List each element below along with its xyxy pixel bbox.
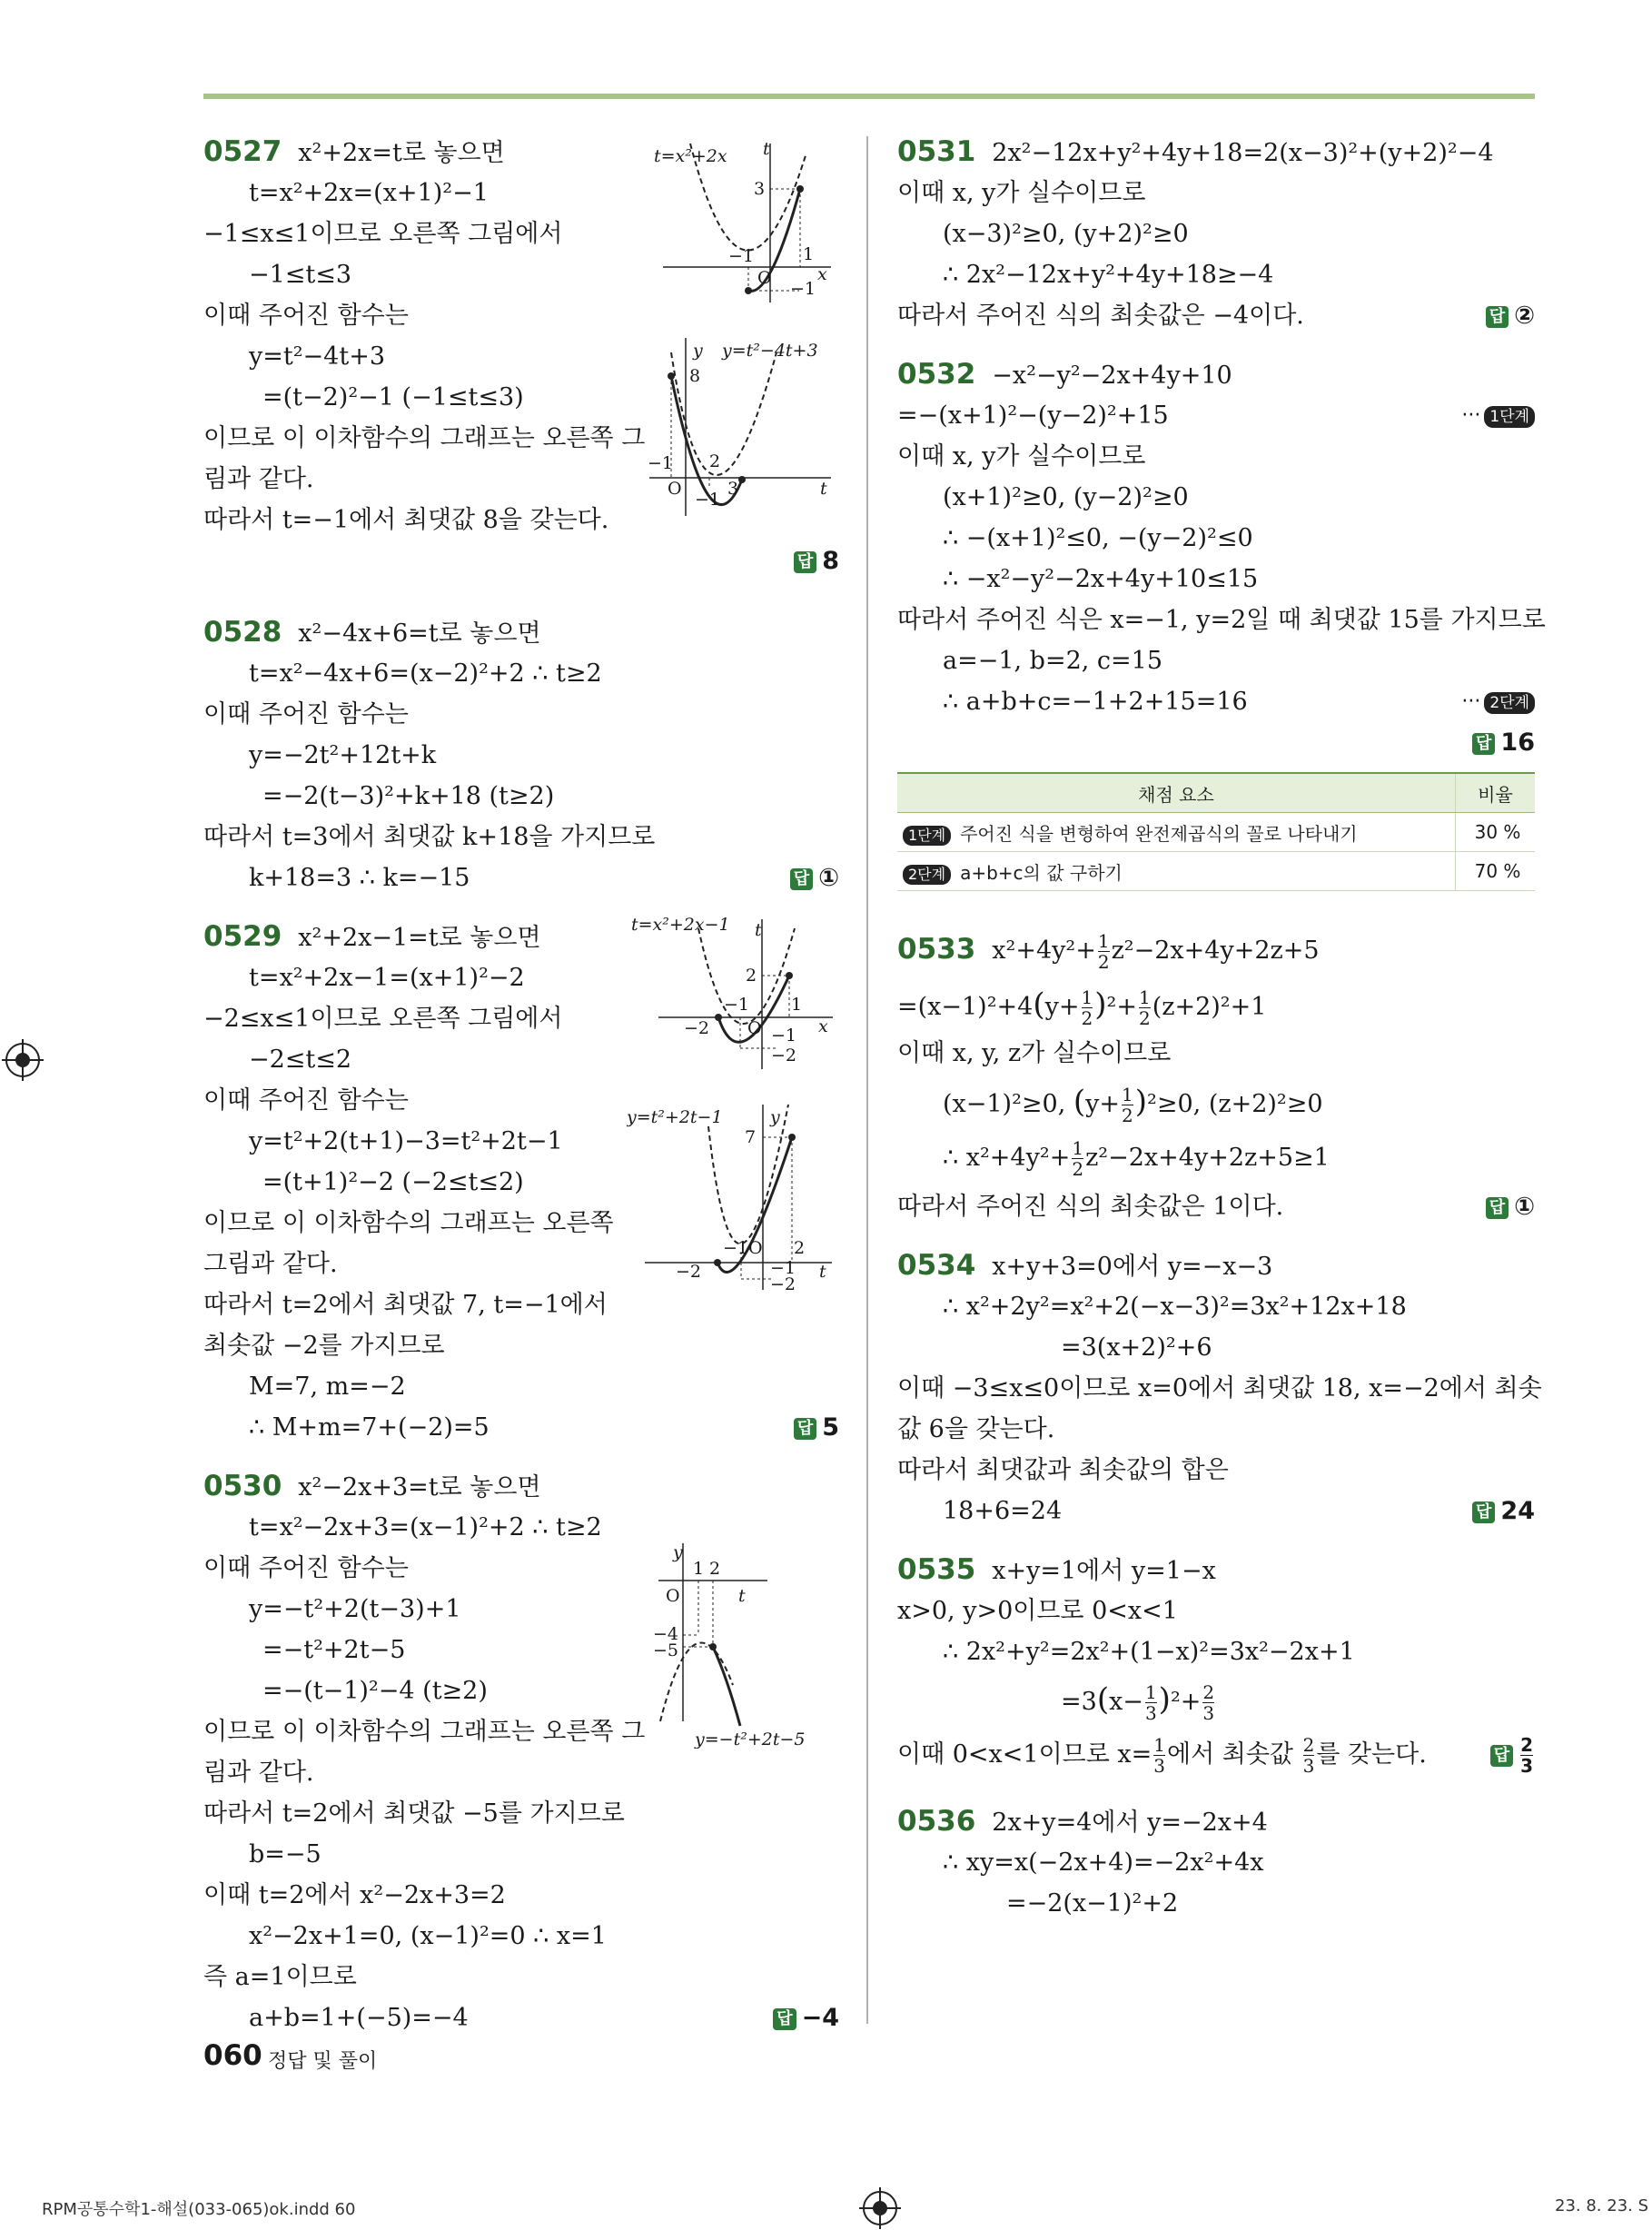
svg-text:t=x²+2x−1: t=x²+2x−1 [631,915,730,935]
svg-text:t: t [738,1586,746,1606]
svg-text:1: 1 [803,244,815,264]
column-divider [866,136,868,2024]
svg-text:−1: −1 [648,453,674,473]
problem-number: 0527 [203,135,282,168]
problem-0529: 0529 x²+2x−1=t로 놓으면 t=x²+2x−1=(x+1)²−2 −2≤x≤1이므로 오른쪽 그림에서 −2≤t≤2 이때 주어진 함수는 y=t²+2(t+1)−3=t²+2t−1 =(t+1)²−2 (−2≤t≤2) 이므로 이 이차함수의 그래프는 오른쪽 그림과 같다. 따라서 t=2에서 최댓값 7, t=−1에서 최솟값 −2를 가지므로 M=7, m=−2 ∴ M+m=7+(−2)=5 답 5 [203,917,839,1448]
step-1-tag: ··· 1단계 [1461,395,1535,436]
problem-number: 0531 [897,135,976,168]
svg-text:−5: −5 [653,1640,679,1660]
svg-text:−2: −2 [684,1018,710,1038]
svg-text:−1: −1 [790,279,816,299]
svg-text:y=t²−4t+3: y=t²−4t+3 [722,341,818,361]
svg-text:t: t [763,139,770,159]
svg-text:−2: −2 [771,1046,797,1065]
answer: 답 −4 [773,1997,839,2038]
svg-text:O: O [666,1586,680,1606]
graph-0527-y-t [640,334,836,525]
svg-text:t=x²+2x: t=x²+2x [654,146,727,166]
problem-number: 0528 [203,616,282,649]
svg-text:−2: −2 [676,1262,702,1282]
registration-mark-icon [863,2191,897,2225]
svg-text:1: 1 [791,995,803,1015]
answer: 답 ① [790,857,839,898]
svg-text:1: 1 [693,1559,705,1579]
graph-0530-y-t [640,1540,836,1749]
problem-0530: 0530 x²−2x+3=t로 놓으면 t=x²−2x+3=(x−1)²+2 ∴ t≥2 이때 주어진 함수는 y=−t²+2(t−3)+1 =−t²+2t−5 =−(t−1)²−4 (t≥2) 이므로 이 이차함수의 그래프는 오른쪽 그 림과 같다. 따라서 t=2에서 최댓값 −5를 가지므로 b=−5 이때 t=2에서 x²−2x+3=2 x²−2x+1=0, (x−1)²=0 ∴ x=1 즉 a=1이므로 a+b=1+(−5)=−4 답 −4 [203,1466,839,2038]
svg-text:t: t [755,920,762,940]
svg-text:t: t [819,1262,826,1282]
svg-text:−2: −2 [770,1274,796,1294]
svg-text:−1: −1 [728,246,755,266]
svg-text:−1: −1 [770,1258,796,1278]
svg-text:t: t [820,479,827,499]
svg-text:x: x [817,264,827,284]
svg-text:O: O [757,268,772,288]
answer: 답 5 [794,1407,839,1448]
svg-text:−1: −1 [723,1238,749,1258]
svg-text:y: y [770,1107,780,1127]
svg-text:8: 8 [689,366,701,386]
graph-0529-t-x [631,910,836,1074]
answer: 답 ① [1486,1186,1535,1227]
problem-number: 0536 [897,1805,976,1838]
problem-number: 0530 [203,1470,282,1502]
top-rule [203,94,1535,99]
problem-number: 0533 [897,933,976,966]
svg-text:−1: −1 [724,995,750,1015]
graph-0527-t-x [654,134,836,307]
registration-mark-icon [5,1043,40,1077]
graph-0529-y-t [627,1099,836,1294]
date-slug: 23. 8. 23. S [1555,2196,1649,2215]
problem-number: 0529 [203,920,282,953]
answer: 답 8 [794,540,839,581]
svg-text:y=−t²+2t−5: y=−t²+2t−5 [695,1729,806,1749]
svg-text:2: 2 [709,1559,721,1579]
step-2-tag: ··· 2단계 [1461,681,1535,722]
answer: 답 16 [1472,722,1535,763]
file-slug: RPM공통수학1-해설(033-065)ok.indd 60 [42,2200,356,2219]
svg-text:O: O [748,1238,763,1258]
problem-0535: 0535 x+y=1에서 y=1−x x>0, y>0이므로 0<x<1 ∴ 2x²+y²=2x²+(1−x)²=3x²−2x+1 =3(x− $\frac{1}{3}$ )²+ $\frac{2}{3}$ 이때 0<x<1이므로 x= $\frac{1}{3}$ 에서 최솟값 $\frac{2}{3}$ 를 갖는다. 답 $\frac{2}{3}$ [897,1550,1535,1783]
svg-text:3: 3 [754,179,766,199]
svg-text:O: O [747,1018,762,1038]
svg-text:−4: −4 [653,1624,679,1644]
answer: 답 ② [1486,295,1535,336]
problem-0531: 0531 2x²−12x+y²+4y+18=2(x−3)²+(y+2)²−4 이때 x, y가 실수이므로 (x−3)²≥0, (y+2)²≥0 ∴ 2x²−12x+y²+4y+18≥−4 따라서 주어진 식의 최솟값은 −4이다. 답 ② [897,132,1535,336]
svg-text:3: 3 [727,479,739,499]
problem-0533: 0533 x²+4y²+ $\frac{1}{2}$ z²−2x+4y+2z+5 =(x−1)²+4(y+ $\frac{1}{2}$ )²+ $\frac{1}{2}$ (z+2)²+1 이때 x, y, z가 실수이므로 (x−1)²≥0, (y+ $\frac{1}{2}$ )²≥0, (z+2)²≥0 ∴ x²+4y²+ $\frac{1}{2}$ z²−2x+4y+2z+5≥1 따라서 주어진 식의 최솟값은 1이다. 답 ① [897,922,1535,1227]
problem-number: 0532 [897,358,976,391]
problem-0532: 0532 −x²−y²−2x+4y+10 =−(x+1)²−(y−2)²+15 ··· 1단계 이때 x, y가 실수이므로 (x+1)²≥0, (y−2)²≥0 ∴ −(x+1)²≤0, −(y−2)²≤0 ∴ −x²−y²−2x+4y+10≤15 따라서 주어진 식은 x=−1, y=2일 때 최댓값 15를 가지므로 a=−1, b=2, c=15 ∴ a+b+c=−1+2+15=16 ··· 2단계 답 16 [897,354,1535,763]
svg-text:y: y [693,341,703,361]
problem-0528: 0528 x²−4x+6=t로 놓으면 t=x²−4x+6=(x−2)²+2 ∴ t≥2 이때 주어진 함수는 y=−2t²+12t+k =−2(t−3)²+k+18 (t≥2) 따라서 t=3에서 최댓값 k+18을 가지므로 k+18=3 ∴ k=−15 답 ① [203,612,839,898]
svg-text:y: y [673,1542,683,1562]
svg-text:2: 2 [709,451,721,471]
problem-0527: 0527 x²+2x=t로 놓으면 t=x²+2x=(x+1)²−1 −1≤x≤1이므로 오른쪽 그림에서 −1≤t≤3 이때 주어진 함수는 y=t²−4t+3 =(t−2)²−1 (−1≤t≤3) 이므로 이 이차함수의 그래프는 오른쪽 그 림과 같다. 따라서 t=−1에서 최댓값 8을 갖는다. 답 8 [203,132,839,581]
svg-text:O: O [668,479,682,499]
problem-0534: 0534 x+y+3=0에서 y=−x−3 ∴ x²+2y²=x²+2(−x−3)²=3x²+12x+18 =3(x+2)²+6 이때 −3≤x≤0이므로 x=0에서 최댓값 18, x=−2에서 최솟 값 6을 갖는다. 따라서 최댓값과 최솟값의 합은 18+6=24 답 24 [897,1245,1535,1531]
answer: 답 24 [1472,1491,1535,1531]
scoring-table: 채점 요소 비율 1단계 주어진 식을 변형하여 완전제곱식의 꼴로 나타내기 30 % 2단계 a+b+c의 값 구하기 70 % [897,772,1535,891]
svg-text:2: 2 [794,1238,806,1258]
problem-0536: 0536 2x+y=4에서 y=−2x+4 ∴ xy=x(−2x+4)=−2x²+4x =−2(x−1)²+2 [897,1805,1268,1918]
svg-text:x: x [818,1016,828,1036]
problem-number: 0535 [897,1553,976,1586]
page-title: 정답 및 풀이 [268,2050,378,2073]
svg-text:y=t²+2t−1: y=t²+2t−1 [627,1107,723,1127]
svg-text:−1: −1 [695,490,721,510]
page-number: 060 [203,2039,262,2072]
svg-text:−1: −1 [771,1026,797,1046]
svg-text:2: 2 [746,966,757,986]
right-column [897,132,1546,1924]
svg-text:7: 7 [745,1127,757,1147]
problem-number: 0534 [897,1249,976,1282]
answer: 답 $\frac{2}{3}$ [1490,1727,1535,1783]
